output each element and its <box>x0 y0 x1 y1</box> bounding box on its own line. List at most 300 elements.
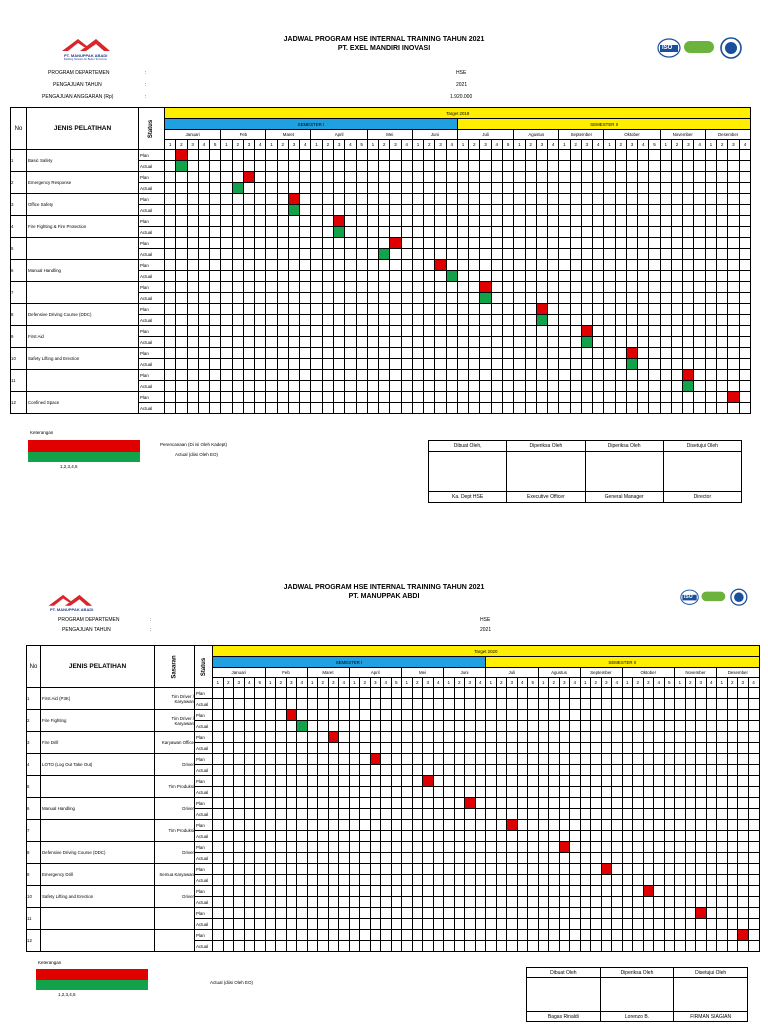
schedule-cell <box>622 754 633 765</box>
schedule-cell <box>328 688 339 699</box>
schedule-cell <box>318 864 329 875</box>
schedule-cell <box>580 776 591 787</box>
schedule-cell <box>333 337 344 348</box>
schedule-cell <box>381 721 392 732</box>
schedule-cell <box>356 271 367 282</box>
schedule-cell <box>591 930 602 941</box>
schedule-cell <box>694 348 705 359</box>
document-company: PT. EXEL MANDIRI INOVASI <box>337 45 431 52</box>
schedule-cell <box>491 238 502 249</box>
document-company: PT. MANUPPAK ABDI <box>348 593 420 600</box>
schedule-cell <box>491 150 502 161</box>
week-number: 3 <box>390 140 401 150</box>
schedule-cell <box>538 787 549 798</box>
schedule-cell <box>349 776 360 787</box>
schedule-cell <box>559 688 570 699</box>
schedule-cell <box>187 392 198 403</box>
schedule-cell <box>738 798 749 809</box>
schedule-cell <box>675 688 686 699</box>
schedule-cell <box>591 743 602 754</box>
schedule-cell <box>349 688 360 699</box>
schedule-cell <box>412 161 423 172</box>
schedule-cell <box>198 183 209 194</box>
schedule-cell <box>664 875 675 886</box>
schedule-cell <box>581 205 592 216</box>
schedule-cell <box>391 787 402 798</box>
signature-head: Dibuat Oleh, <box>429 441 507 452</box>
schedule-cell <box>234 886 245 897</box>
schedule-cell <box>502 271 513 282</box>
schedule-cell <box>593 194 604 205</box>
schedule-cell <box>379 381 390 392</box>
schedule-cell <box>604 403 615 414</box>
schedule-cell <box>234 787 245 798</box>
schedule-cell <box>412 403 423 414</box>
schedule-cell <box>176 293 187 304</box>
schedule-cell <box>514 183 525 194</box>
training-target: Semua Karyawan <box>155 864 195 886</box>
schedule-cell <box>244 875 255 886</box>
schedule-cell <box>507 919 518 930</box>
schedule-cell <box>507 732 518 743</box>
schedule-cell <box>328 787 339 798</box>
row-number: 10 <box>11 348 27 370</box>
schedule-cell <box>685 809 696 820</box>
signature-role: General Manager <box>585 492 663 503</box>
schedule-cell <box>528 754 539 765</box>
schedule-cell <box>333 293 344 304</box>
schedule-cell <box>570 381 581 392</box>
schedule-cell <box>525 403 536 414</box>
week-number: 4 <box>638 140 649 150</box>
schedule-cell <box>638 150 649 161</box>
schedule-cell <box>514 304 525 315</box>
schedule-cell <box>538 919 549 930</box>
schedule-cell <box>381 919 392 930</box>
schedule-cell <box>234 798 245 809</box>
week-number: 3 <box>683 140 694 150</box>
schedule-cell <box>748 732 759 743</box>
schedule-cell <box>213 853 224 864</box>
schedule-cell <box>570 260 581 271</box>
schedule-cell <box>435 348 446 359</box>
status-label-plan: Plan <box>195 842 213 853</box>
status-label-actual: Actual <box>195 743 213 754</box>
schedule-cell <box>401 194 412 205</box>
schedule-cell <box>612 688 623 699</box>
schedule-cell <box>176 172 187 183</box>
meta-label-budget: PENGAJUAN ANGGARAN (Rp) <box>42 94 114 100</box>
status-label-actual: Actual <box>139 293 165 304</box>
schedule-cell <box>360 897 371 908</box>
schedule-cell <box>444 875 455 886</box>
week-number: 1 <box>213 678 224 688</box>
schedule-cell <box>643 809 654 820</box>
schedule-cell <box>176 238 187 249</box>
schedule-cell <box>664 809 675 820</box>
schedule-cell <box>277 392 288 403</box>
schedule-cell <box>671 348 682 359</box>
schedule-mark-plan <box>435 260 446 271</box>
schedule-cell <box>502 315 513 326</box>
schedule-cell <box>654 776 665 787</box>
meta-value-year: 2021 <box>456 82 468 88</box>
training-name: First Aid <box>27 326 139 348</box>
schedule-cell <box>276 787 287 798</box>
schedule-cell <box>198 337 209 348</box>
schedule-cell <box>705 293 716 304</box>
schedule-cell <box>491 315 502 326</box>
schedule-cell <box>265 908 276 919</box>
status-label-actual: Actual <box>139 249 165 260</box>
schedule-cell <box>276 820 287 831</box>
schedule-cell <box>370 743 381 754</box>
week-number: 5 <box>664 678 675 688</box>
schedule-cell <box>525 359 536 370</box>
schedule-cell <box>412 721 423 732</box>
schedule-cell <box>622 809 633 820</box>
schedule-cell <box>232 359 243 370</box>
signature-space <box>527 978 601 1012</box>
schedule-cell <box>525 183 536 194</box>
week-number: 4 <box>446 140 457 150</box>
schedule-cell <box>288 183 299 194</box>
schedule-cell <box>286 941 297 952</box>
schedule-cell <box>402 809 413 820</box>
schedule-cell <box>612 919 623 930</box>
schedule-cell <box>244 776 255 787</box>
schedule-cell <box>559 194 570 205</box>
schedule-cell <box>276 853 287 864</box>
week-number: 1 <box>402 678 413 688</box>
schedule-cell <box>318 919 329 930</box>
week-number: 2 <box>549 678 560 688</box>
schedule-cell <box>412 315 423 326</box>
schedule-cell <box>705 260 716 271</box>
schedule-cell <box>685 941 696 952</box>
schedule-cell <box>570 304 581 315</box>
schedule-cell <box>548 238 559 249</box>
schedule-cell <box>694 381 705 392</box>
schedule-cell <box>412 853 423 864</box>
schedule-cell <box>232 172 243 183</box>
training-name: Safety Lifting and Erection <box>27 348 139 370</box>
schedule-cell <box>444 930 455 941</box>
schedule-cell <box>601 897 612 908</box>
schedule-cell <box>570 227 581 238</box>
schedule-cell <box>255 238 266 249</box>
schedule-cell <box>480 370 491 381</box>
week-number: 2 <box>727 678 738 688</box>
schedule-cell <box>345 172 356 183</box>
schedule-cell <box>706 831 717 842</box>
schedule-cell <box>286 820 297 831</box>
schedule-cell <box>300 194 311 205</box>
schedule-cell <box>748 776 759 787</box>
schedule-cell <box>581 304 592 315</box>
schedule-cell <box>696 699 707 710</box>
schedule-cell <box>412 205 423 216</box>
schedule-cell <box>570 919 581 930</box>
schedule-cell <box>446 337 457 348</box>
schedule-cell <box>626 238 637 249</box>
schedule-cell <box>318 875 329 886</box>
schedule-cell <box>507 699 518 710</box>
schedule-cell <box>465 864 476 875</box>
meta-label-year: PENGAJUAN TAHUN <box>53 82 102 88</box>
table-row <box>11 150 751 161</box>
schedule-cell <box>727 776 738 787</box>
schedule-cell <box>307 798 318 809</box>
schedule-cell <box>593 315 604 326</box>
schedule-cell <box>424 172 435 183</box>
schedule-cell <box>339 886 350 897</box>
schedule-cell <box>469 282 480 293</box>
schedule-cell <box>705 337 716 348</box>
month-header: Maret <box>307 668 349 678</box>
schedule-cell <box>486 754 497 765</box>
schedule-cell <box>412 776 423 787</box>
schedule-cell <box>360 875 371 886</box>
schedule-cell <box>328 864 339 875</box>
schedule-cell <box>381 798 392 809</box>
schedule-cell <box>424 260 435 271</box>
schedule-cell <box>345 293 356 304</box>
schedule-cell <box>412 710 423 721</box>
schedule-cell <box>696 831 707 842</box>
schedule-cell <box>486 930 497 941</box>
schedule-cell <box>638 183 649 194</box>
schedule-cell <box>548 194 559 205</box>
schedule-cell <box>328 919 339 930</box>
schedule-cell <box>349 732 360 743</box>
schedule-cell <box>654 688 665 699</box>
schedule-cell <box>300 293 311 304</box>
schedule-cell <box>683 161 694 172</box>
schedule-cell <box>496 688 507 699</box>
schedule-cell <box>349 699 360 710</box>
schedule-cell <box>581 216 592 227</box>
week-number: 1 <box>311 140 322 150</box>
schedule-cell <box>486 809 497 820</box>
schedule-cell <box>496 853 507 864</box>
schedule-cell <box>517 886 528 897</box>
schedule-cell <box>391 809 402 820</box>
schedule-cell <box>423 919 434 930</box>
schedule-cell <box>717 864 728 875</box>
schedule-cell <box>570 798 581 809</box>
schedule-cell <box>322 238 333 249</box>
schedule-cell <box>412 864 423 875</box>
schedule-cell <box>165 348 176 359</box>
schedule-cell <box>615 359 626 370</box>
schedule-cell <box>491 381 502 392</box>
month-header: September <box>559 130 604 140</box>
schedule-cell <box>591 754 602 765</box>
schedule-cell <box>390 194 401 205</box>
schedule-cell <box>706 688 717 699</box>
week-number: 4 <box>593 140 604 150</box>
schedule-cell <box>465 765 476 776</box>
schedule-cell <box>424 403 435 414</box>
schedule-cell <box>322 216 333 227</box>
schedule-cell <box>559 161 570 172</box>
schedule-cell <box>367 315 378 326</box>
schedule-cell <box>318 765 329 776</box>
schedule-cell <box>424 150 435 161</box>
status-label-actual: Actual <box>195 919 213 930</box>
schedule-cell <box>345 227 356 238</box>
schedule-cell <box>412 699 423 710</box>
schedule-cell <box>728 348 739 359</box>
schedule-cell <box>266 315 277 326</box>
schedule-cell <box>559 941 570 952</box>
schedule-cell <box>223 820 234 831</box>
schedule-cell <box>223 842 234 853</box>
week-number: 1 <box>538 678 549 688</box>
schedule-cell <box>517 710 528 721</box>
header-row-target <box>27 646 760 657</box>
schedule-cell <box>525 348 536 359</box>
schedule-cell <box>675 842 686 853</box>
status-label-actual: Actual <box>139 183 165 194</box>
month-header: Oktober <box>622 668 675 678</box>
schedule-cell <box>370 710 381 721</box>
schedule-cell <box>696 743 707 754</box>
week-number: 1 <box>604 140 615 150</box>
schedule-cell <box>424 161 435 172</box>
schedule-cell <box>176 260 187 271</box>
schedule-cell <box>412 348 423 359</box>
schedule-cell <box>465 919 476 930</box>
schedule-cell <box>727 853 738 864</box>
schedule-cell <box>234 864 245 875</box>
schedule-cell <box>307 853 318 864</box>
schedule-cell <box>288 359 299 370</box>
signature-table <box>526 967 748 1022</box>
column-header-sasaran-text: Sasaran <box>171 654 178 679</box>
schedule-cell <box>401 403 412 414</box>
schedule-cell <box>297 941 308 952</box>
schedule-cell <box>391 765 402 776</box>
schedule-cell <box>496 941 507 952</box>
schedule-cell <box>559 886 570 897</box>
schedule-cell <box>288 315 299 326</box>
schedule-cell <box>536 348 547 359</box>
schedule-cell <box>612 776 623 787</box>
schedule-cell <box>234 897 245 908</box>
schedule-cell <box>435 392 446 403</box>
schedule-cell <box>593 348 604 359</box>
schedule-cell <box>664 831 675 842</box>
schedule-cell <box>705 315 716 326</box>
schedule-cell <box>683 216 694 227</box>
row-number: 2 <box>11 172 27 194</box>
schedule-cell <box>538 798 549 809</box>
schedule-cell <box>244 809 255 820</box>
schedule-cell <box>322 172 333 183</box>
schedule-cell <box>570 150 581 161</box>
schedule-cell <box>654 886 665 897</box>
schedule-cell <box>601 908 612 919</box>
schedule-cell <box>277 227 288 238</box>
document-meta <box>0 68 768 100</box>
schedule-cell <box>286 930 297 941</box>
schedule-cell <box>277 238 288 249</box>
schedule-cell <box>469 216 480 227</box>
schedule-cell <box>717 260 728 271</box>
month-header: Januari <box>165 130 221 140</box>
schedule-cell <box>339 864 350 875</box>
schedule-cell <box>277 381 288 392</box>
schedule-cell <box>528 842 539 853</box>
schedule-cell <box>213 776 224 787</box>
legend-title: Keterangan <box>30 430 54 435</box>
schedule-cell <box>276 776 287 787</box>
week-number: 2 <box>525 140 536 150</box>
schedule-cell <box>570 293 581 304</box>
schedule-cell <box>717 754 728 765</box>
schedule-cell <box>601 842 612 853</box>
schedule-cell <box>738 754 749 765</box>
schedule-cell <box>660 271 671 282</box>
schedule-cell <box>593 326 604 337</box>
schedule-cell <box>643 754 654 765</box>
schedule-cell <box>318 853 329 864</box>
schedule-cell <box>311 161 322 172</box>
schedule-cell <box>675 886 686 897</box>
schedule-cell <box>244 864 255 875</box>
schedule-cell <box>685 908 696 919</box>
legend-actual-text: Actual (diisi Oleh EO) <box>210 980 254 985</box>
training-name: Basic Safety <box>27 150 139 172</box>
schedule-cell <box>671 403 682 414</box>
schedule-cell <box>514 403 525 414</box>
schedule-cell <box>683 271 694 282</box>
schedule-cell <box>255 831 266 842</box>
schedule-cell <box>423 743 434 754</box>
schedule-cell <box>379 403 390 414</box>
schedule-cell <box>502 161 513 172</box>
schedule-cell <box>615 337 626 348</box>
schedule-cell <box>367 205 378 216</box>
schedule-cell <box>265 941 276 952</box>
schedule-cell <box>638 282 649 293</box>
schedule-cell <box>486 798 497 809</box>
schedule-cell <box>748 908 759 919</box>
schedule-cell <box>570 930 581 941</box>
schedule-cell <box>717 205 728 216</box>
table-row <box>27 754 760 765</box>
schedule-cell <box>706 809 717 820</box>
schedule-cell <box>198 392 209 403</box>
schedule-cell <box>243 293 254 304</box>
schedule-cell <box>739 194 751 205</box>
schedule-cell <box>213 699 224 710</box>
schedule-cell <box>491 227 502 238</box>
schedule-cell <box>525 315 536 326</box>
schedule-cell <box>333 348 344 359</box>
schedule-cell <box>622 930 633 941</box>
schedule-cell <box>601 787 612 798</box>
schedule-cell <box>401 172 412 183</box>
schedule-cell <box>593 172 604 183</box>
schedule-cell <box>514 282 525 293</box>
schedule-mark-plan <box>507 820 518 831</box>
schedule-cell <box>638 326 649 337</box>
schedule-cell <box>570 853 581 864</box>
schedule-cell <box>649 403 660 414</box>
